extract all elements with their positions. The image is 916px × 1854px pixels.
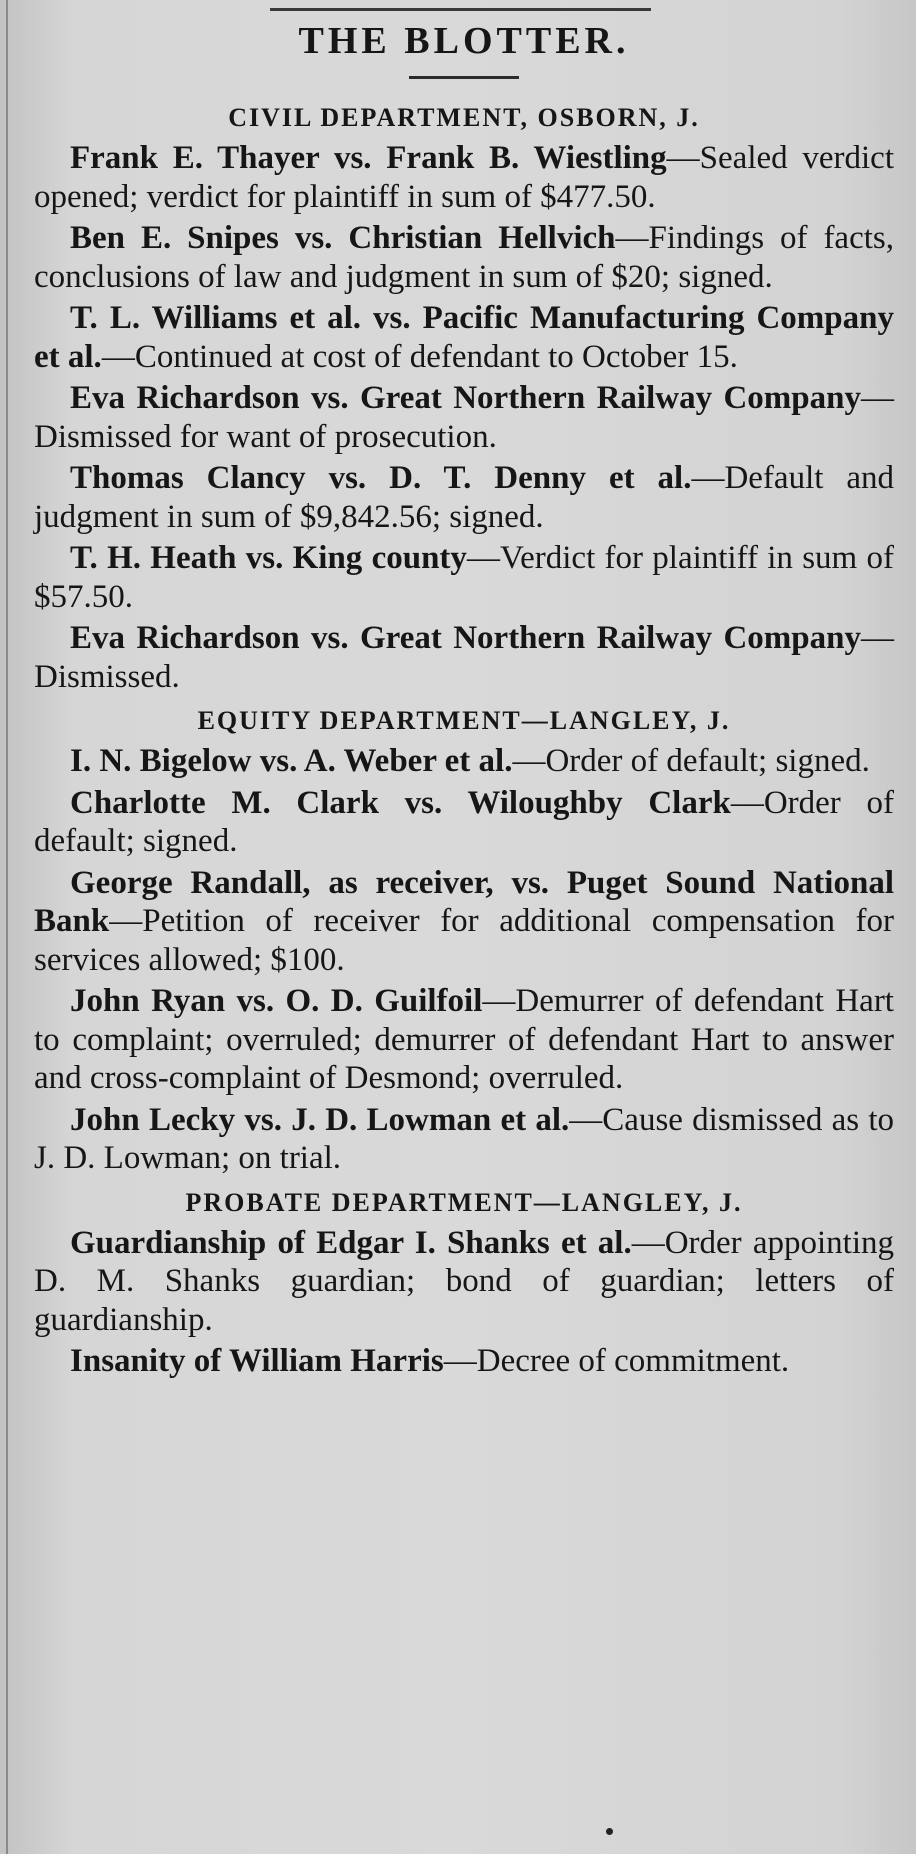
case-entry [34,784,894,861]
case-title: T. L. Williams et al. vs. Pacific Manufacturing Company et al. [34,300,894,375]
case-entry [34,864,894,980]
case-ruling: —Dismissed. [34,620,894,695]
case-title: Insanity of William Harris [70,1343,444,1379]
case-title: John Lecky vs. J. D. Lowman et al. [70,1101,570,1138]
probate-department-heading: PROBATE DEPARTMENT—LANGLEY, J. [185,1187,743,1217]
case-title: Charlotte M. Clark vs. Wiloughby Clark [70,784,731,821]
case-ruling: —Cause dismissed as to J. D. Lowman; on trial. [34,1101,895,1176]
case-title: Thomas Clancy vs. D. T. Denny et al. [70,460,692,496]
case-entry [34,459,894,536]
case-title: Frank E. Thayer vs. Frank B. Wiestling [70,140,667,176]
case-ruling: —Order of default; signed. [512,743,870,779]
case-entry [34,742,894,781]
case-entry [34,139,894,216]
case-title: Eva Richardson vs. Great Northern Railway Company [70,620,861,656]
case-entry [34,219,894,296]
case-ruling: —Verdict for plaintiff in sum of $57.50. [34,540,894,615]
case-ruling: —Decree of commitment. [443,1343,790,1379]
end-mark [606,1828,613,1835]
case-title: Ben E. Snipes vs. Christian Hellvich [70,220,616,256]
case-entry [34,379,894,456]
case-title: Guardianship of Edgar I. Shanks et al. [70,1224,632,1261]
case-ruling: —Demurrer of defendant Hart to complaint; overruled; demurrer of defendant Hart to answer and cross-complaint of Desmond; overruled. [34,983,894,1096]
case-ruling: —Order of default; signed. [34,784,894,859]
case-ruling: —Petition of receiver for additional compensation for services allowed; $100. [34,903,894,978]
case-entry [34,1101,894,1178]
civil-department-heading: CIVIL DEPARTMENT, OSBORN, J. [228,103,700,132]
case-entry [34,299,894,376]
case-entry [34,619,894,696]
case-entry [34,539,894,616]
case-ruling: —Default and judgment in sum of $9,842.56; signed. [34,460,894,535]
title-divider [409,76,519,79]
case-ruling: —Findings of facts, conclusions of law and judgment in sum of $20; signed. [34,220,894,295]
case-entry [34,1224,894,1340]
masthead-title: THE BLOTTER. [298,20,630,62]
case-title: Eva Richardson vs. Great Northern Railway Company [70,380,861,416]
case-entry [34,1342,894,1381]
case-title: T. H. Heath vs. King county [70,540,467,576]
case-title: George Randall, as receiver, vs. Puget Sound National Bank [34,864,894,939]
case-title: I. N. Bigelow vs. A. Weber et al. [70,743,513,779]
case-ruling: —Sealed verdict opened; verdict for plaintiff in sum of $477.50. [34,140,894,215]
case-title: John Ryan vs. O. D. Guilfoil [70,983,483,1019]
case-ruling: —Order appointing D. M. Shanks guardian; bond of guardian; letters of guardianship. [34,1224,894,1338]
top-rule [270,8,651,11]
case-ruling: —Continued at cost of defendant to October 15. [101,338,738,375]
column-rule [6,0,8,1854]
equity-department-heading: EQUITY DEPARTMENT—LANGLEY, J. [197,706,731,735]
case-entry [34,982,894,1098]
case-ruling: —Dismissed for want of prosecution. [34,380,894,455]
